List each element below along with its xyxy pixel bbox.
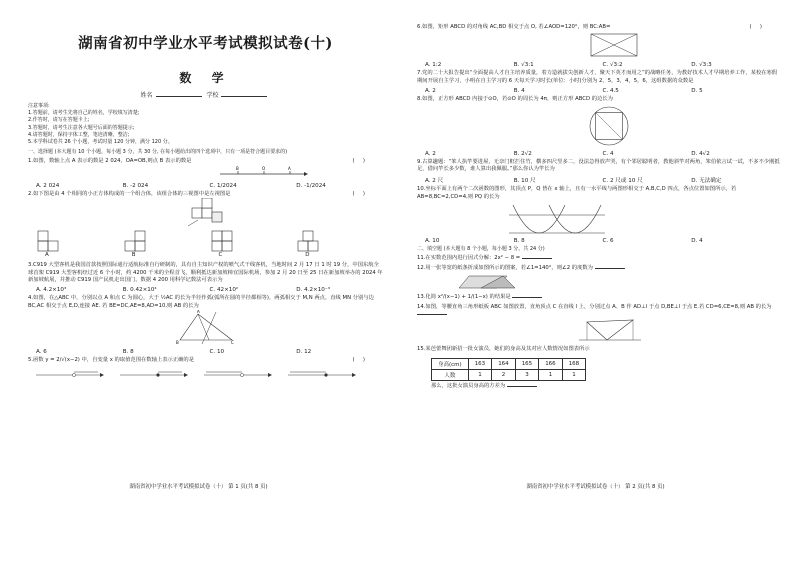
option-c[interactable]: C. 6 [602, 238, 614, 245]
table-cell: 163 [468, 358, 492, 369]
answer-blank[interactable] [507, 386, 537, 387]
question-1 [28, 158, 383, 165]
question-5-number-lines [34, 369, 383, 381]
answer-paren: ( ) [352, 190, 365, 197]
question-9 [417, 159, 780, 174]
number-line-d[interactable] [286, 369, 356, 381]
table-cell: 165 [515, 358, 539, 369]
question-14-text: 14.如图，等腰直角三角形纸板 ABC 如图放置，直角顶点 C 在直线 l 上，分别过点 A、B 作 AD⊥l 于点 D,BE⊥l 于点 E.若 CD=6,CE=8,则 AB 的长为 [417, 303, 772, 310]
view-b[interactable]: B [123, 230, 210, 258]
notes-block [28, 103, 383, 146]
answer-blank[interactable] [595, 268, 625, 269]
subject-title: 数 学 [179, 71, 232, 85]
question-9-text: 9.古算趣题：“笨人执竿要进屋，无奈门框拦住竹，横多四尺竖多二，没法急得放声哭，有个邻居聪明者，教他斜竿对两角，笨伯依言试一试，不多不少刚抵足，借问竿长多少数，谁人算出我佩服。”那么你认为竿长为 [417, 158, 780, 173]
svg-text:A: A [197, 310, 200, 315]
option-c[interactable]: C. 42×10² [209, 287, 239, 294]
view-d[interactable]: D [296, 230, 383, 258]
option-a[interactable]: A. 2 024 [36, 182, 60, 189]
school-label: 学校 [206, 92, 219, 99]
option-b[interactable]: B. 8 [513, 238, 525, 245]
option-a[interactable]: A. 2 [425, 150, 436, 157]
height-count-table [431, 358, 586, 381]
table-cell: 2 [492, 369, 516, 380]
table-cell: 164 [492, 358, 516, 369]
exam-title: 湖南省初中学业水平考试模拟试卷(十) [78, 35, 333, 52]
table-row-label: 人数 [432, 369, 469, 380]
answer-blank[interactable] [512, 297, 542, 298]
option-d[interactable]: D. 4 [691, 238, 703, 245]
table-cell: 3 [515, 369, 539, 380]
number-line-b[interactable] [118, 369, 188, 381]
answer-blank[interactable] [522, 258, 552, 259]
inscribed-square-figure [587, 104, 631, 148]
table-cell: 166 [539, 358, 563, 369]
question-4-text: 4.如图，在△ABC 中，分别以点 A 和点 C 为圆心，大于 ½AC 的长为半径作弧(弧所在圆的半径都相等)，两弧相交于 M,N 两点，直线 MN 分别与边 BC,AC 相交于点 E,D,连接 AE. 若 BE=DC,AE=8,AD=10,则 AB 的长为 [28, 295, 374, 309]
svg-text:C: C [231, 340, 234, 346]
option-b[interactable]: B. 0.42×10⁴ [122, 287, 157, 294]
question-4 [28, 295, 383, 310]
question-12 [417, 265, 780, 272]
table-row [432, 369, 586, 380]
cube-stack-figure [186, 198, 226, 228]
option-b[interactable]: B. √3:1 [513, 62, 534, 69]
question-11-text: 11.在实数范围内进行因式分解：2x² − 8 = [417, 255, 521, 262]
option-d[interactable]: D. 4.2×10⁻³ [296, 287, 331, 294]
option-c[interactable]: C. 10 [209, 349, 225, 356]
table-cell: 168 [562, 358, 586, 369]
option-a[interactable]: A. 2 [425, 88, 436, 95]
question-8 [417, 96, 780, 103]
question-3-text: 3.C919 大型客机是我国首款按照国际通行适航标准自行研制的，具有自主知识产权的喷气式干线客机，当地时间 2 月 17 日 1 时 19 分，中国东航全球首架 C919 大型客机经过近 6 个小时，约 4200 千米的全程首飞，顺利抵达新加坡樟宜国际机场，参加 2 月 20 日至 25 日在新加坡举办的 2024 年新加坡航展，并推动 C919 国产民机走出国门，数据 4 200 用科学记数法可表示为 [28, 262, 383, 284]
svg-text:B: B [236, 165, 239, 171]
table-cell: 1 [468, 369, 492, 380]
option-b[interactable]: B. 10 尺 [513, 178, 536, 185]
note-line: 5.本学科试卷共 26 个小题，考试时量 120 分钟，满分 120 分。 [28, 139, 173, 146]
option-a[interactable]: A. 10 [425, 238, 440, 245]
question-7-options [425, 88, 780, 94]
option-b[interactable]: B. 4 [513, 88, 525, 95]
number-line-a[interactable] [34, 369, 104, 381]
answer-paren: ( ) [352, 357, 365, 364]
view-a[interactable]: A [36, 230, 123, 258]
question-8-text: 8.如图，正方形 ABCD 内接于⊙O，若⊙O 的周长为 4π，则正方形 ABCD 的边长为 [417, 96, 613, 103]
option-c[interactable]: C. √3:2 [602, 62, 623, 69]
question-13-text: 13.化简 x²/(x−1) + 1/(1−x) 的结果是 [417, 294, 511, 301]
exam-page-right [397, 0, 794, 561]
note-line: 3.答题时，请考生注意各大题号后面的答题提示; [28, 124, 135, 131]
svg-text:A: A [288, 165, 291, 171]
question-6-options [425, 62, 780, 68]
question-13 [417, 294, 780, 301]
answer-blank[interactable] [417, 314, 447, 315]
option-c[interactable]: C. 1/2024 [209, 182, 237, 189]
question-3 [28, 262, 383, 284]
question-7 [417, 70, 780, 85]
option-c[interactable]: C. 2 尺或 10 尺 [602, 178, 643, 185]
view-c[interactable]: C [210, 230, 297, 258]
name-blank [156, 96, 202, 97]
question-15-tail-text: 那么，这批女演员身高的方差为 [431, 382, 506, 389]
number-line-c[interactable] [202, 369, 272, 381]
question-11 [417, 255, 780, 262]
number-line-figure [218, 166, 308, 180]
question-15-text: 15.某芭蕾舞团新招一批女演员，她们的身高及其对应人数情况如图表所示 [417, 346, 590, 353]
table-cell: 1 [539, 369, 563, 380]
table-cell: 1 [562, 369, 586, 380]
question-10-options [425, 238, 780, 244]
answer-paren: ( ) [352, 158, 365, 165]
right-triangle-figure [577, 318, 643, 344]
question-1-text: 1.如图，数轴上点 A 表示的数是 2 024，OA=OB,则点 B 表示的数是 [28, 158, 192, 165]
option-b[interactable]: B. 8 [122, 349, 134, 356]
note-line: 2.作答时，请写在答题卡上; [28, 117, 90, 124]
question-15-tail [431, 383, 780, 390]
section-2-heading: 二、填空题 (本大题有 8 个小题，每小题 3 分，共 24 分) [417, 246, 545, 253]
question-4-options [36, 349, 383, 355]
table-row [432, 358, 586, 369]
question-8-options [425, 151, 780, 157]
question-14 [417, 304, 780, 319]
triangle-construction-figure [176, 310, 236, 346]
question-5 [28, 357, 383, 364]
parabolas-figure [507, 201, 607, 235]
option-d[interactable]: D. 无法确定 [691, 178, 722, 185]
option-a[interactable]: A. 1:2 [425, 62, 442, 69]
question-5-text: 5.函数 y = 2/√(x−2) 中，自变量 x 的取值范围在数轴上表示正确的是 [28, 357, 195, 364]
option-b[interactable]: B. -2 024 [122, 182, 149, 189]
table-row-label: 身高(cm) [432, 358, 469, 369]
svg-text:B: B [176, 340, 179, 346]
question-10-text: 10.坐标平面上有两个二次函数的图形，其顶点 P，Q 皆在 x 轴上，且有一水平线与两图形相交于 A,B,C,D 四点，各点位置如图所示，若 AB=8,BC=2,CD=4,则 PQ 的长为 [417, 186, 737, 200]
page-footer: 湖南省初中学业水平考试模拟试卷（十） 第 2 页(共 8 页) [526, 484, 665, 490]
question-15 [417, 346, 780, 353]
note-line: 1.答题前，请考生先将自己的姓名，学校填写清楚; [28, 110, 140, 117]
option-a[interactable]: A. 2 尺 [425, 178, 444, 185]
name-school-line [28, 90, 383, 99]
option-d[interactable]: D. √3:3 [691, 62, 712, 69]
question-3-options [36, 287, 383, 293]
option-b[interactable]: B. 2√2 [513, 150, 532, 157]
question-2 [28, 191, 383, 198]
question-2-text: 2.如下图是由 4 个相同的小正方体构成的一个组合体，该组合体的三视图中是左视图是 [28, 190, 231, 197]
section-1-heading: 一、选择题 (本大题有 10 个小题，每小题 3 分，共 30 分, 在每小题给出的四个选项中，只有一项是符合题目要求的) [28, 149, 288, 156]
question-12-text: 12.用一张等宽的纸条折成如图所示的图案，若∠1=140°，则∠2 的度数为 [417, 264, 593, 271]
page-footer: 湖南省初中学业水平考试模拟试卷（十） 第 1 页(共 8 页) [129, 484, 268, 490]
note-line: 注意事项: [28, 103, 50, 109]
name-label: 姓名 [140, 92, 153, 99]
rectangle-figure [587, 31, 641, 59]
option-d[interactable]: D. 4√2 [691, 150, 710, 157]
option-d[interactable]: D. 12 [296, 349, 312, 356]
answer-paren: ( ) [749, 24, 762, 30]
option-c[interactable]: C. 4.5 [602, 88, 619, 95]
option-d[interactable]: D. -1/2024 [296, 182, 326, 189]
folded-strip-figure [457, 272, 517, 292]
option-a[interactable]: A. 6 [36, 349, 47, 356]
question-1-options [36, 183, 383, 189]
question-10 [417, 186, 780, 201]
question-9-options [425, 176, 780, 184]
question-7-text: 7.党的二十大报告提出“全面提高人才自主培养质量，着力造就拔尖创新人才，聚天下英才而用之”的战略任务，为教好技术人才早期培养工作，某校在寒假期间开展自主学习，小明在自主学习的 6 天每天学习时长(单位：小时)分别为 2，5，3，4，5，6，这组数据的众数是 [417, 70, 778, 84]
question-6-text: 6.如图，矩形 ABCD 的对角线 AC,BD 相交于点 O, 若∠AOD=120°，则 BC:AB= [417, 24, 611, 30]
question-6 [417, 24, 780, 31]
option-c[interactable]: C. 4 [602, 150, 614, 157]
note-line: 4.请答题时，保持字体工整，笔迹清晰，整洁; [28, 131, 130, 138]
option-d[interactable]: D. 5 [691, 88, 703, 95]
svg-text:O: O [262, 165, 266, 171]
question-2-views [36, 230, 383, 258]
option-a[interactable]: A. 4.2×10³ [36, 287, 67, 294]
school-blank [221, 96, 267, 97]
